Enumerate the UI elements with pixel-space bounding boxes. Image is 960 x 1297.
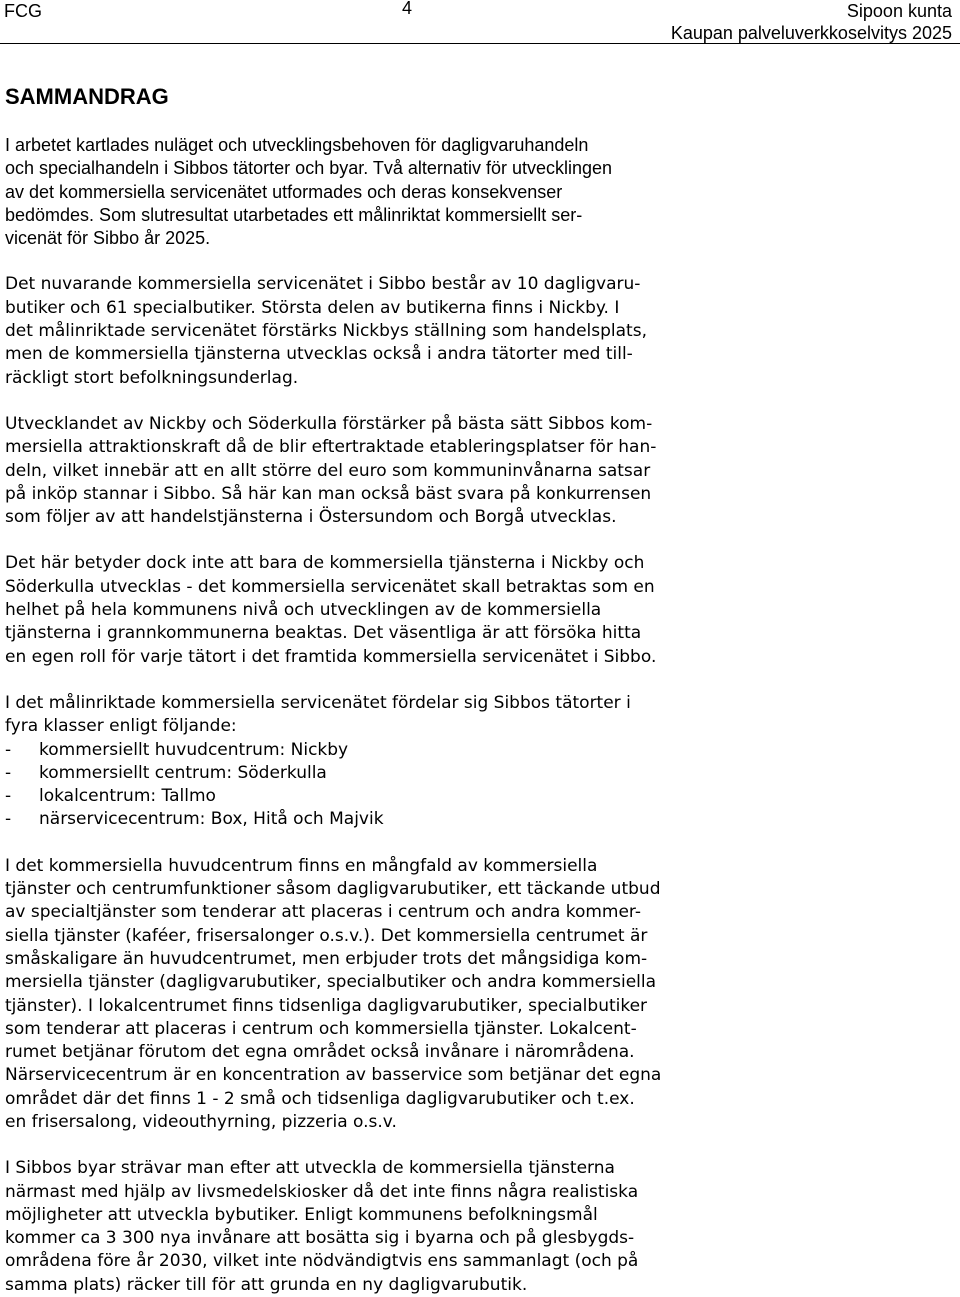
list-item (5, 739, 741, 762)
page-number: 4 (402, 0, 413, 18)
paragraph-line: mersiella attraktionskraft då de blir eftertraktade etableringsplatser för han- (5, 437, 657, 458)
paragraph-1 (5, 134, 741, 250)
list-marker: - (5, 786, 12, 807)
paragraph-line: fyra klasser enligt följande: (5, 716, 237, 737)
paragraph-line: samma plats) räcker till för att grunda en ny dagligvarubutik. (5, 1274, 528, 1295)
list-marker: - (5, 809, 12, 830)
paragraph-line: områdena före år 2030, vilket inte nödvändigtvis ens sammanlagt (och på (5, 1251, 639, 1272)
paragraph-line: Utvecklandet av Nickby och Söderkulla förstärker på bästa sätt Sibbos kom- (5, 413, 653, 434)
list-item (5, 762, 741, 785)
paragraph-line: och specialhandeln i Sibbos tätorter och byar. Två alternativ för utvecklingen (5, 158, 613, 179)
header-report-title: Kaupan palveluverkkoselvitys 2025 (670, 23, 952, 43)
header-municipality: Sipoon kunta (846, 1, 952, 21)
paragraph-line: området där det finns 1 - 2 små och tidsenliga dagligvarubutiker och t.ex. (5, 1088, 635, 1109)
list-item-text: närservicecentrum: Box, Hitå och Majvik (39, 809, 384, 830)
paragraph-line: på inköp stannar i Sibbo. Så här kan man också bäst svara på konkurrensen (5, 483, 652, 504)
paragraph-line: vicenät för Sibbo år 2025. (5, 228, 211, 249)
paragraph-line: Det här betyder dock inte att bara de kommersiella tjänsterna i Nickby och (5, 553, 645, 574)
list-item-text: lokalcentrum: Tallmo (39, 786, 216, 807)
paragraph-line: siella tjänster (kaféer, frisersalonger o.s.v.). Det kommersiella centrumet är (5, 925, 648, 946)
header-divider (0, 43, 960, 44)
paragraph-2 (5, 273, 741, 389)
section-title: SAMMANDRAG (5, 84, 169, 109)
header-client (671, 0, 952, 44)
page-header (0, 0, 960, 44)
list-item (5, 808, 741, 831)
paragraph-line: tjänster och centrumfunktioner såsom dagligvarubutiker, ett täckande utbud (5, 879, 661, 900)
paragraph-line: kommer ca 3 300 nya invånare att bosätta sig i byarna och på glesbygds- (5, 1228, 635, 1249)
paragraph-line: I det kommersiella huvudcentrum finns en mångfald av kommersiella (5, 855, 598, 876)
paragraph-3 (5, 413, 741, 529)
paragraph-line: I arbetet kartlades nuläget och utvecklingsbehoven för dagligvaruhandeln (5, 135, 589, 155)
list-marker: - (5, 762, 12, 783)
paragraph-line: tjänster). I lokalcentrumet finns tidsenliga dagligvarubutiker, specialbutiker (5, 995, 648, 1016)
paragraph-line: en frisersalong, videouthyrning, pizzeria o.s.v. (5, 1111, 397, 1132)
paragraph-line: som tenderar att placeras i centrum och kommersiella tjänster. Lokalcent- (5, 1018, 637, 1039)
paragraph-line: småskaligare än huvudcentrumet, men erbjuder trots det mångsidiga kom- (5, 948, 648, 969)
paragraph-5 (5, 692, 741, 739)
list-marker: - (5, 739, 12, 760)
paragraph-7 (5, 1157, 741, 1297)
town-class-list (5, 739, 741, 832)
paragraph-line: som följer av att handelstjänsterna i Östersundom och Borgå utvecklas. (5, 507, 617, 528)
paragraph-line: Söderkulla utvecklas - det kommersiella servicenätet skall betraktas som en (5, 576, 655, 597)
paragraph-4 (5, 552, 741, 668)
paragraph-line: Det nuvarande kommersiella servicenätet i Sibbo består av 10 dagligvaru- (5, 274, 641, 295)
paragraph-line: I Sibbos byar strävar man efter att utveckla de kommersiella tjänsterna (5, 1158, 615, 1179)
paragraph-line: en egen roll för varje tätort i det framtida kommersiella servicenätet i Sibbo. (5, 646, 657, 667)
paragraph-line: tjänsterna i grannkommunerna beaktas. Det väsentliga är att försöka hitta (5, 623, 642, 644)
list-item-text: kommersiellt huvudcentrum: Nickby (39, 739, 349, 760)
paragraph-line: möjligheter att utveckla bybutiker. Enligt kommunens befolkningsmål (5, 1204, 598, 1225)
paragraph-line: deln, vilket innebär att en allt större del euro som kommuninvånarna satsar (5, 460, 651, 481)
paragraph-line: av specialtjänster som tenderar att placeras i centrum och andra kommer- (5, 902, 641, 923)
paragraph-line: bedömdes. Som slutresultat utarbetades ett målinriktat kommersiellt ser- (5, 204, 583, 225)
paragraph-line: räckligt stort befolkningsunderlag. (5, 367, 299, 388)
paragraph-line: I det målinriktade kommersiella servicenätet fördelar sig Sibbos tätorter i (5, 692, 631, 713)
paragraph-6 (5, 855, 741, 1135)
paragraph-line: Närservicecentrum är en koncentration av basservice som betjänar det egna (5, 1065, 662, 1086)
list-item-text: kommersiellt centrum: Söderkulla (39, 762, 327, 783)
paragraph-line: av det kommersiella servicenätet utformades och deras konsekvenser (5, 181, 563, 202)
paragraph-line: det målinriktade servicenätet förstärks Nickbys ställning som handelsplats, (5, 321, 647, 342)
paragraph-line: butiker och 61 specialbutiker. Största delen av butikerna finns i Nickby. I (5, 297, 620, 318)
paragraph-line: närmast med hjälp av livsmedelskiosker då det inte finns några realistiska (5, 1181, 639, 1202)
paragraph-line: helhet på hela kommunens nivå och utvecklingen av de kommersiella (5, 600, 602, 621)
document-body (5, 82, 741, 1297)
list-item (5, 785, 741, 808)
paragraph-line: men de kommersiella tjänsterna utvecklas också i andra tätorter med till- (5, 344, 633, 365)
paragraph-line: rumet betjänar förutom det egna området också invånare i närområdena. (5, 1042, 635, 1063)
header-company: FCG (4, 1, 42, 21)
paragraph-line: mersiella tjänster (dagligvarubutiker, specialbutiker och andra kommersiella (5, 972, 657, 993)
